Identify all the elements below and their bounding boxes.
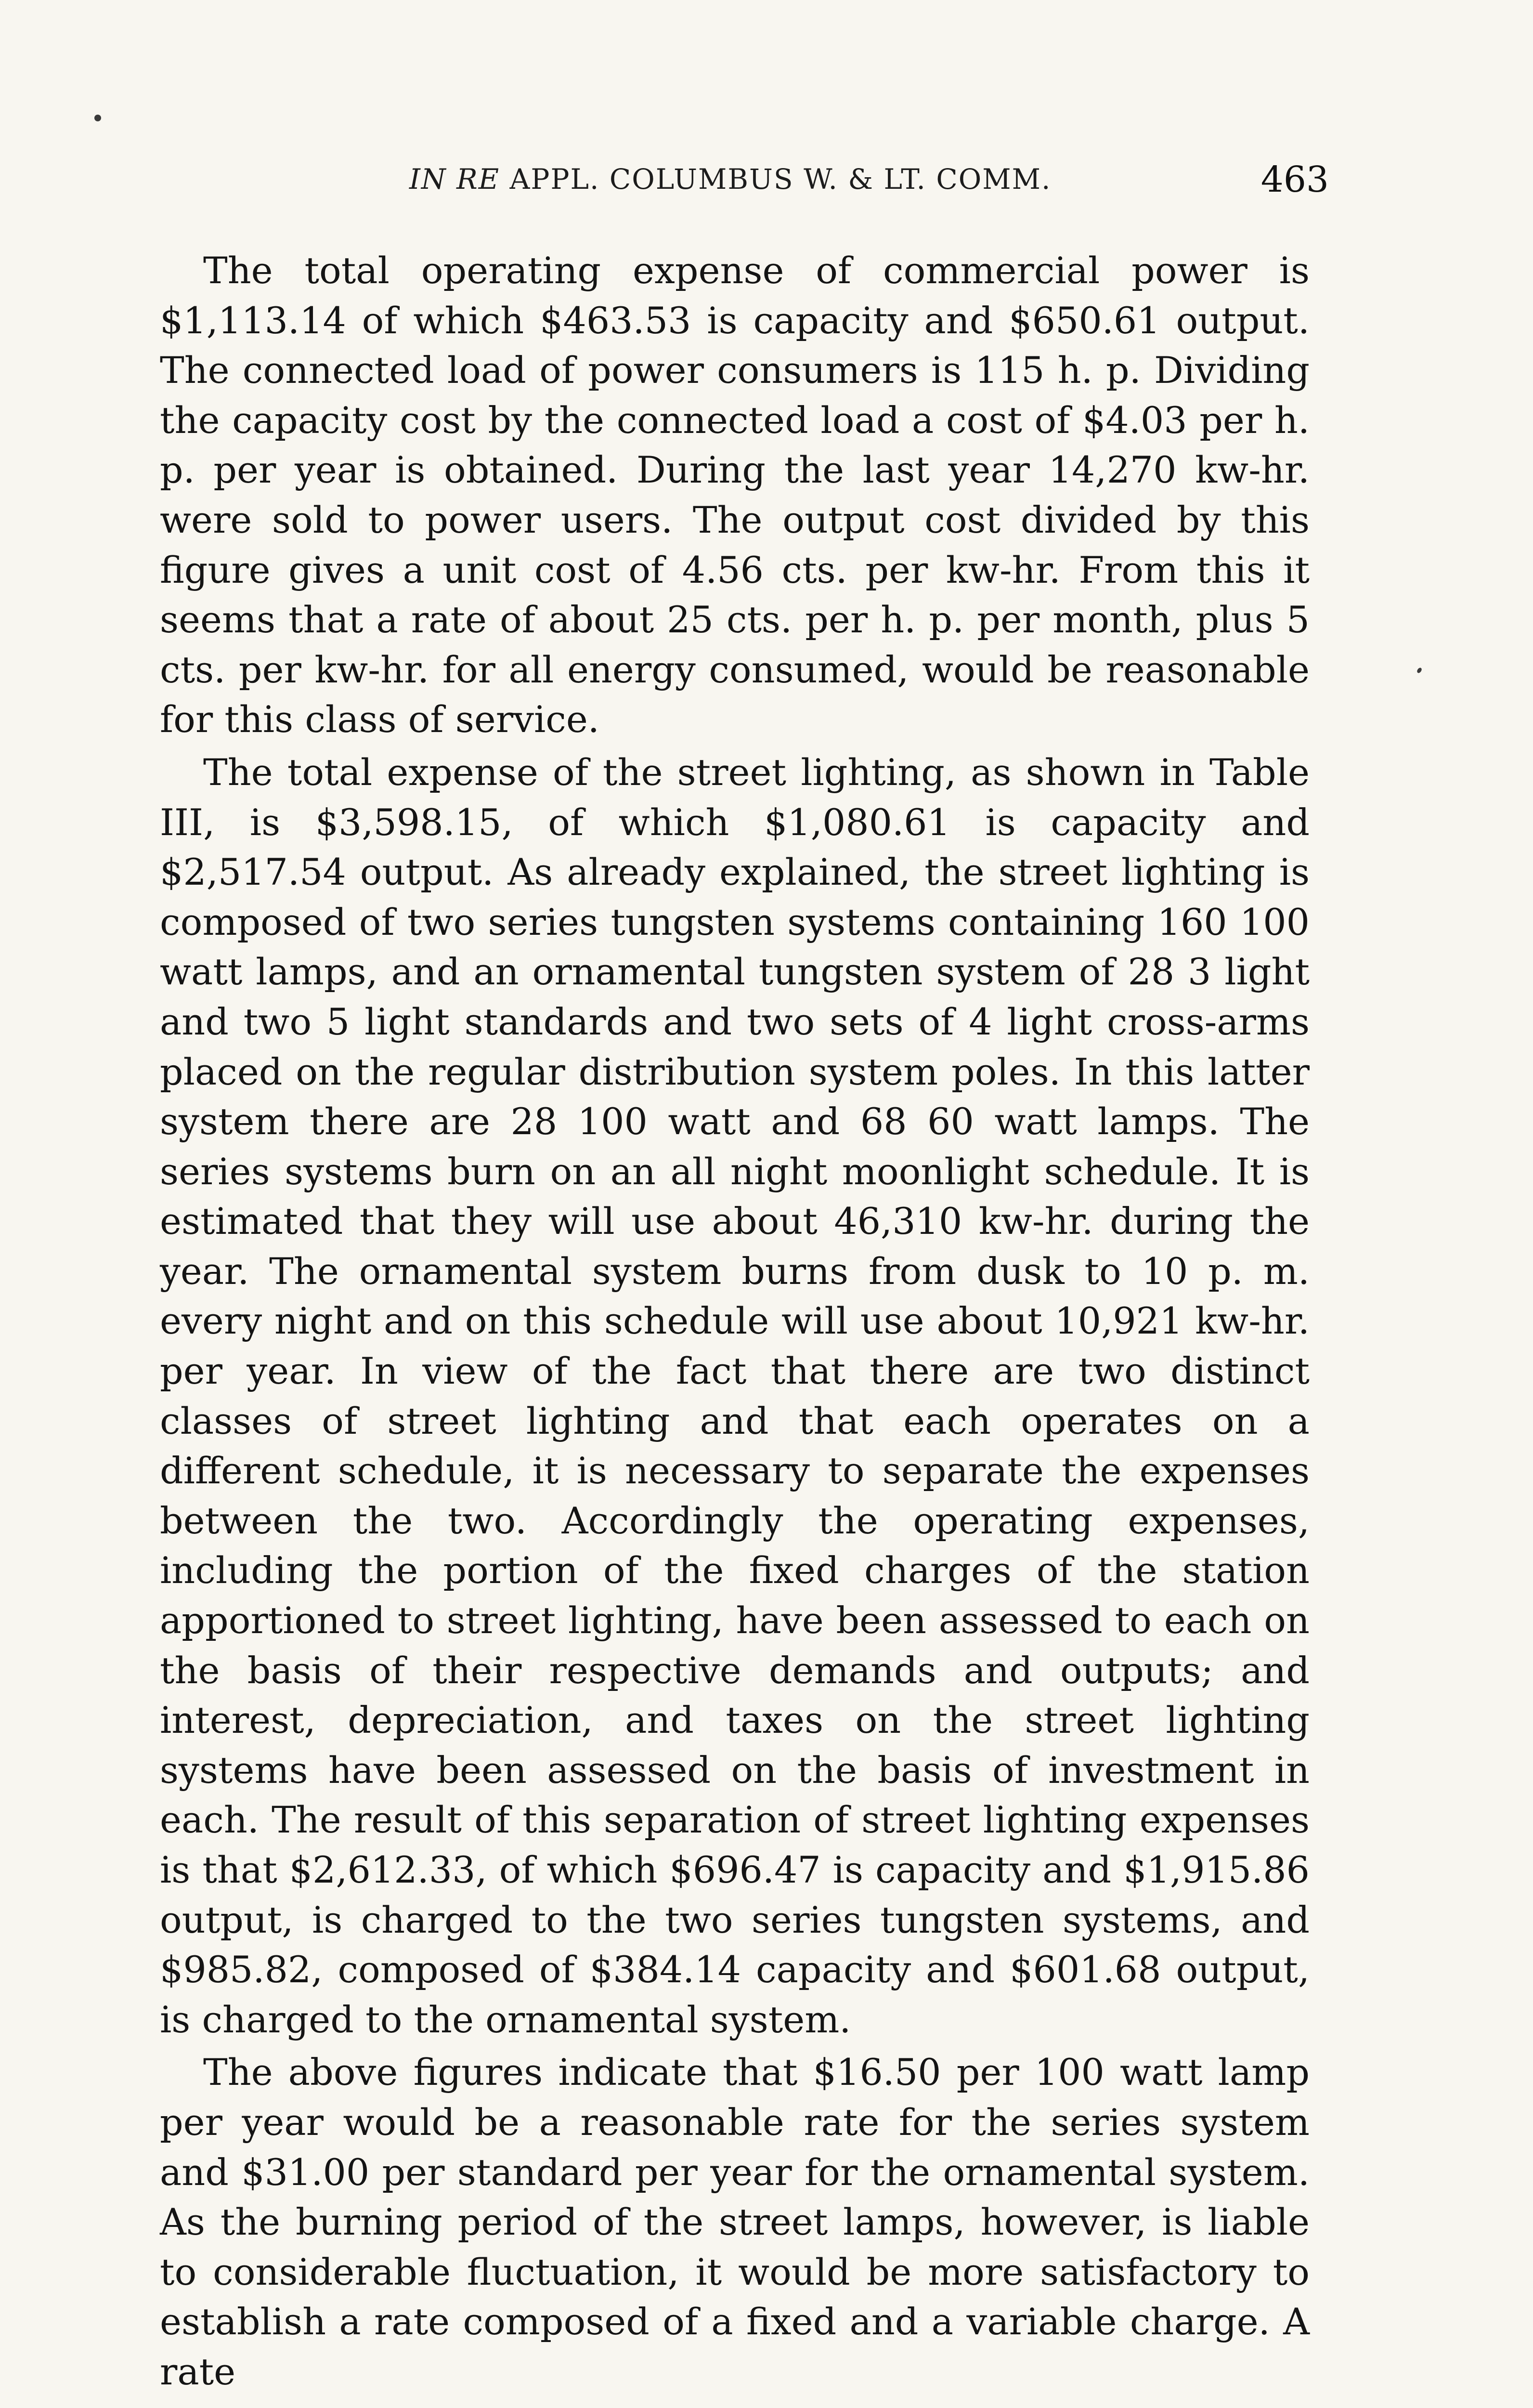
running-head: [409, 163, 1051, 196]
paragraph-commercial-power: The total operating expense of commercial power is $1,113.14 of which $463.53 is capacity and $650.61 output. The connected load of power consumers is 115 h. p. Dividing the capacity cost by the connected load a cost of $4.03 per h. p. per year is obtained. During the last year 14,270 kw-hr. were sold to power users. The output cost divided by this figure gives a unit cost of 4.56 cts. per kw-hr. From this it seems that a rate of about 25 cts. per h. p. per month, plus 5 cts. per kw-hr. for all energy consumed, would be reasonable for this class of service.: [160, 249, 1310, 741]
paragraph-street-lighting: The total expense of the street lighting, as shown in Table III, is $3,598.15, of which $1,080.61 is capacity and $2,517.54 output. As already explained, the street lighting is composed of two series tungsten systems containing 160 100 watt lamps, and an ornamental tungsten system of 28 3 light and two 5 light standards and two sets of 4 light cross-arms placed on the regular distribution system poles. In this latter system there are 28 100 watt and 68 60 watt lamps. The series systems burn on an all night moonlight schedule. It is estimated that they will use about 46,310 kw-hr. during the year. The ornamental system burns from dusk to 10 p. m. every night and on this schedule will use about 10,921 kw-hr. per year. In view of the fact that there are two distinct classes of street lighting and that each operates on a different schedule, it is necessary to separate the expenses between the two. Accordingly the operating expenses, including the portion of the fixed charges of the station apportioned to street lighting, have been assessed to each on the basis of their respective demands and outputs; and interest, depreciation, and taxes on the street lighting systems have been assessed on the basis of investment in each. The result of this separation of street lighting expenses is that $2,612.33, of which $696.47 is capacity and $1,915.86 output, is charged to the two series tungsten systems, and $985.82, composed of $384.14 capacity and $601.68 output, is charged to the ornamental system.: [160, 750, 1310, 2041]
running-head-case-prefix: IN RE: [409, 163, 500, 196]
page-header: [159, 144, 1348, 212]
ink-speck: [1416, 667, 1422, 674]
ink-speck: [94, 115, 101, 121]
paragraph-rate-proposal: The above figures indicate that $16.50 per 100 watt lamp per year would be a reasonable rate for the series system and $31.00 per standard per year for the ornamental system. As the burning period of the street lamps, however, is liable to considerable fluctuation, it would be more satisfactory to establish a rate composed of a fixed and a variable charge. A rate: [160, 2051, 1310, 2393]
body-text: [160, 246, 1310, 2397]
page-number: 463: [1260, 159, 1329, 200]
running-head-case-title: APPL. COLUMBUS W. & LT. COMM.: [509, 163, 1052, 196]
